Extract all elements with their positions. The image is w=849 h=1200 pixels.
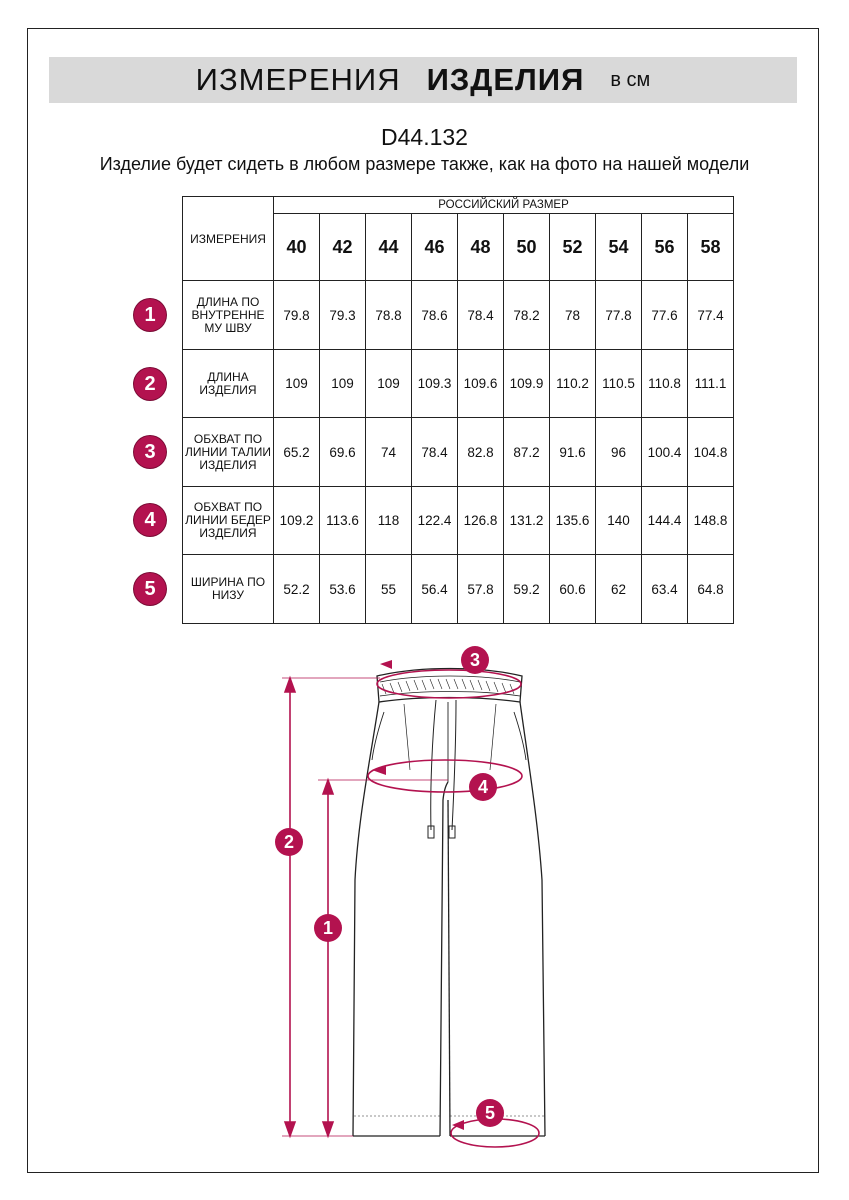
table-cell: 109	[274, 350, 320, 418]
row-marker-2: 2	[134, 368, 166, 400]
table-cell: 77.6	[642, 281, 688, 350]
table-cell: 63.4	[642, 555, 688, 624]
size-header: 52	[550, 214, 596, 281]
table-cell: 79.3	[320, 281, 366, 350]
table-cell: 62	[596, 555, 642, 624]
table-cell: 78.8	[366, 281, 412, 350]
table-cell: 78.2	[504, 281, 550, 350]
row-label: ШИРИНА ПО НИЗУ	[183, 555, 274, 624]
table-cell: 111.1	[688, 350, 734, 418]
diagram-marker-4: 4	[469, 773, 497, 801]
table-cell: 57.8	[458, 555, 504, 624]
left-leg-outer	[353, 702, 379, 1136]
title-part-1: ИЗМЕРЕНИЯ	[195, 62, 401, 97]
size-header: 48	[458, 214, 504, 281]
size-group-header: РОССИЙСКИЙ РАЗМЕР	[274, 197, 734, 214]
table-cell: 64.8	[688, 555, 734, 624]
table-cell: 110.8	[642, 350, 688, 418]
table-cell: 78.4	[412, 418, 458, 487]
size-header: 40	[274, 214, 320, 281]
table-cell: 55	[366, 555, 412, 624]
table-cell: 109.2	[274, 487, 320, 555]
row-label: ДЛИНА ПО ВНУТРЕННЕ МУ ШВУ	[183, 281, 274, 350]
table-cell: 96	[596, 418, 642, 487]
table-cell: 56.4	[412, 555, 458, 624]
table-cell: 78.4	[458, 281, 504, 350]
table-cell: 78.6	[412, 281, 458, 350]
table-cell: 87.2	[504, 418, 550, 487]
table-cell: 109	[366, 350, 412, 418]
table-cell: 53.6	[320, 555, 366, 624]
row-label: ОБХВАТ ПО ЛИНИИ БЕДЕР ИЗДЕЛИЯ	[183, 487, 274, 555]
table-cell: 82.8	[458, 418, 504, 487]
table-cell: 74	[366, 418, 412, 487]
table-cell: 110.5	[596, 350, 642, 418]
table-cell: 135.6	[550, 487, 596, 555]
size-header: 50	[504, 214, 550, 281]
table-cell: 77.4	[688, 281, 734, 350]
table-cell: 140	[596, 487, 642, 555]
diagram-marker-1: 1	[314, 914, 342, 942]
right-leg-inner	[448, 800, 450, 1136]
table-cell: 110.2	[550, 350, 596, 418]
table-cell: 126.8	[458, 487, 504, 555]
right-leg-outer	[520, 702, 545, 1136]
size-header: 46	[412, 214, 458, 281]
row-marker-3: 3	[134, 436, 166, 468]
size-header: 58	[688, 214, 734, 281]
measure-header: ИЗМЕРЕНИЯ	[183, 197, 274, 281]
title-part-2: ИЗДЕЛИЯ	[426, 62, 585, 97]
diagram-marker-3: 3	[461, 646, 489, 674]
table-cell: 65.2	[274, 418, 320, 487]
table-cell: 131.2	[504, 487, 550, 555]
table-cell: 109.9	[504, 350, 550, 418]
size-header: 54	[596, 214, 642, 281]
table-cell: 52.2	[274, 555, 320, 624]
table-cell: 100.4	[642, 418, 688, 487]
table-cell: 69.6	[320, 418, 366, 487]
left-leg-inner	[440, 782, 448, 1136]
table-cell: 148.8	[688, 487, 734, 555]
table-cell: 118	[366, 487, 412, 555]
row-marker-5: 5	[134, 573, 166, 605]
size-header: 44	[366, 214, 412, 281]
table-cell: 104.8	[688, 418, 734, 487]
title-unit: в см	[610, 68, 651, 91]
table-cell: 91.6	[550, 418, 596, 487]
table-cell: 59.2	[504, 555, 550, 624]
row-label: ДЛИНА ИЗДЕЛИЯ	[183, 350, 274, 418]
table-cell: 77.8	[596, 281, 642, 350]
row-marker-1: 1	[134, 299, 166, 331]
table-cell: 109.3	[412, 350, 458, 418]
row-label: ОБХВАТ ПО ЛИНИИ ТАЛИИ ИЗДЕЛИЯ	[183, 418, 274, 487]
article-number: D44.132	[381, 124, 468, 150]
diagram-marker-5: 5	[476, 1099, 504, 1127]
table-cell: 122.4	[412, 487, 458, 555]
table-cell: 113.6	[320, 487, 366, 555]
table-cell: 109	[320, 350, 366, 418]
table-cell: 79.8	[274, 281, 320, 350]
table-cell: 144.4	[642, 487, 688, 555]
fit-note: Изделие будет сидеть в любом размере также, как на фото на нашей модели	[99, 154, 750, 174]
table-cell: 109.6	[458, 350, 504, 418]
table-cell: 60.6	[550, 555, 596, 624]
size-header: 56	[642, 214, 688, 281]
table-cell: 78	[550, 281, 596, 350]
row-marker-4: 4	[134, 504, 166, 536]
diagram-marker-2: 2	[275, 828, 303, 856]
size-header: 42	[320, 214, 366, 281]
